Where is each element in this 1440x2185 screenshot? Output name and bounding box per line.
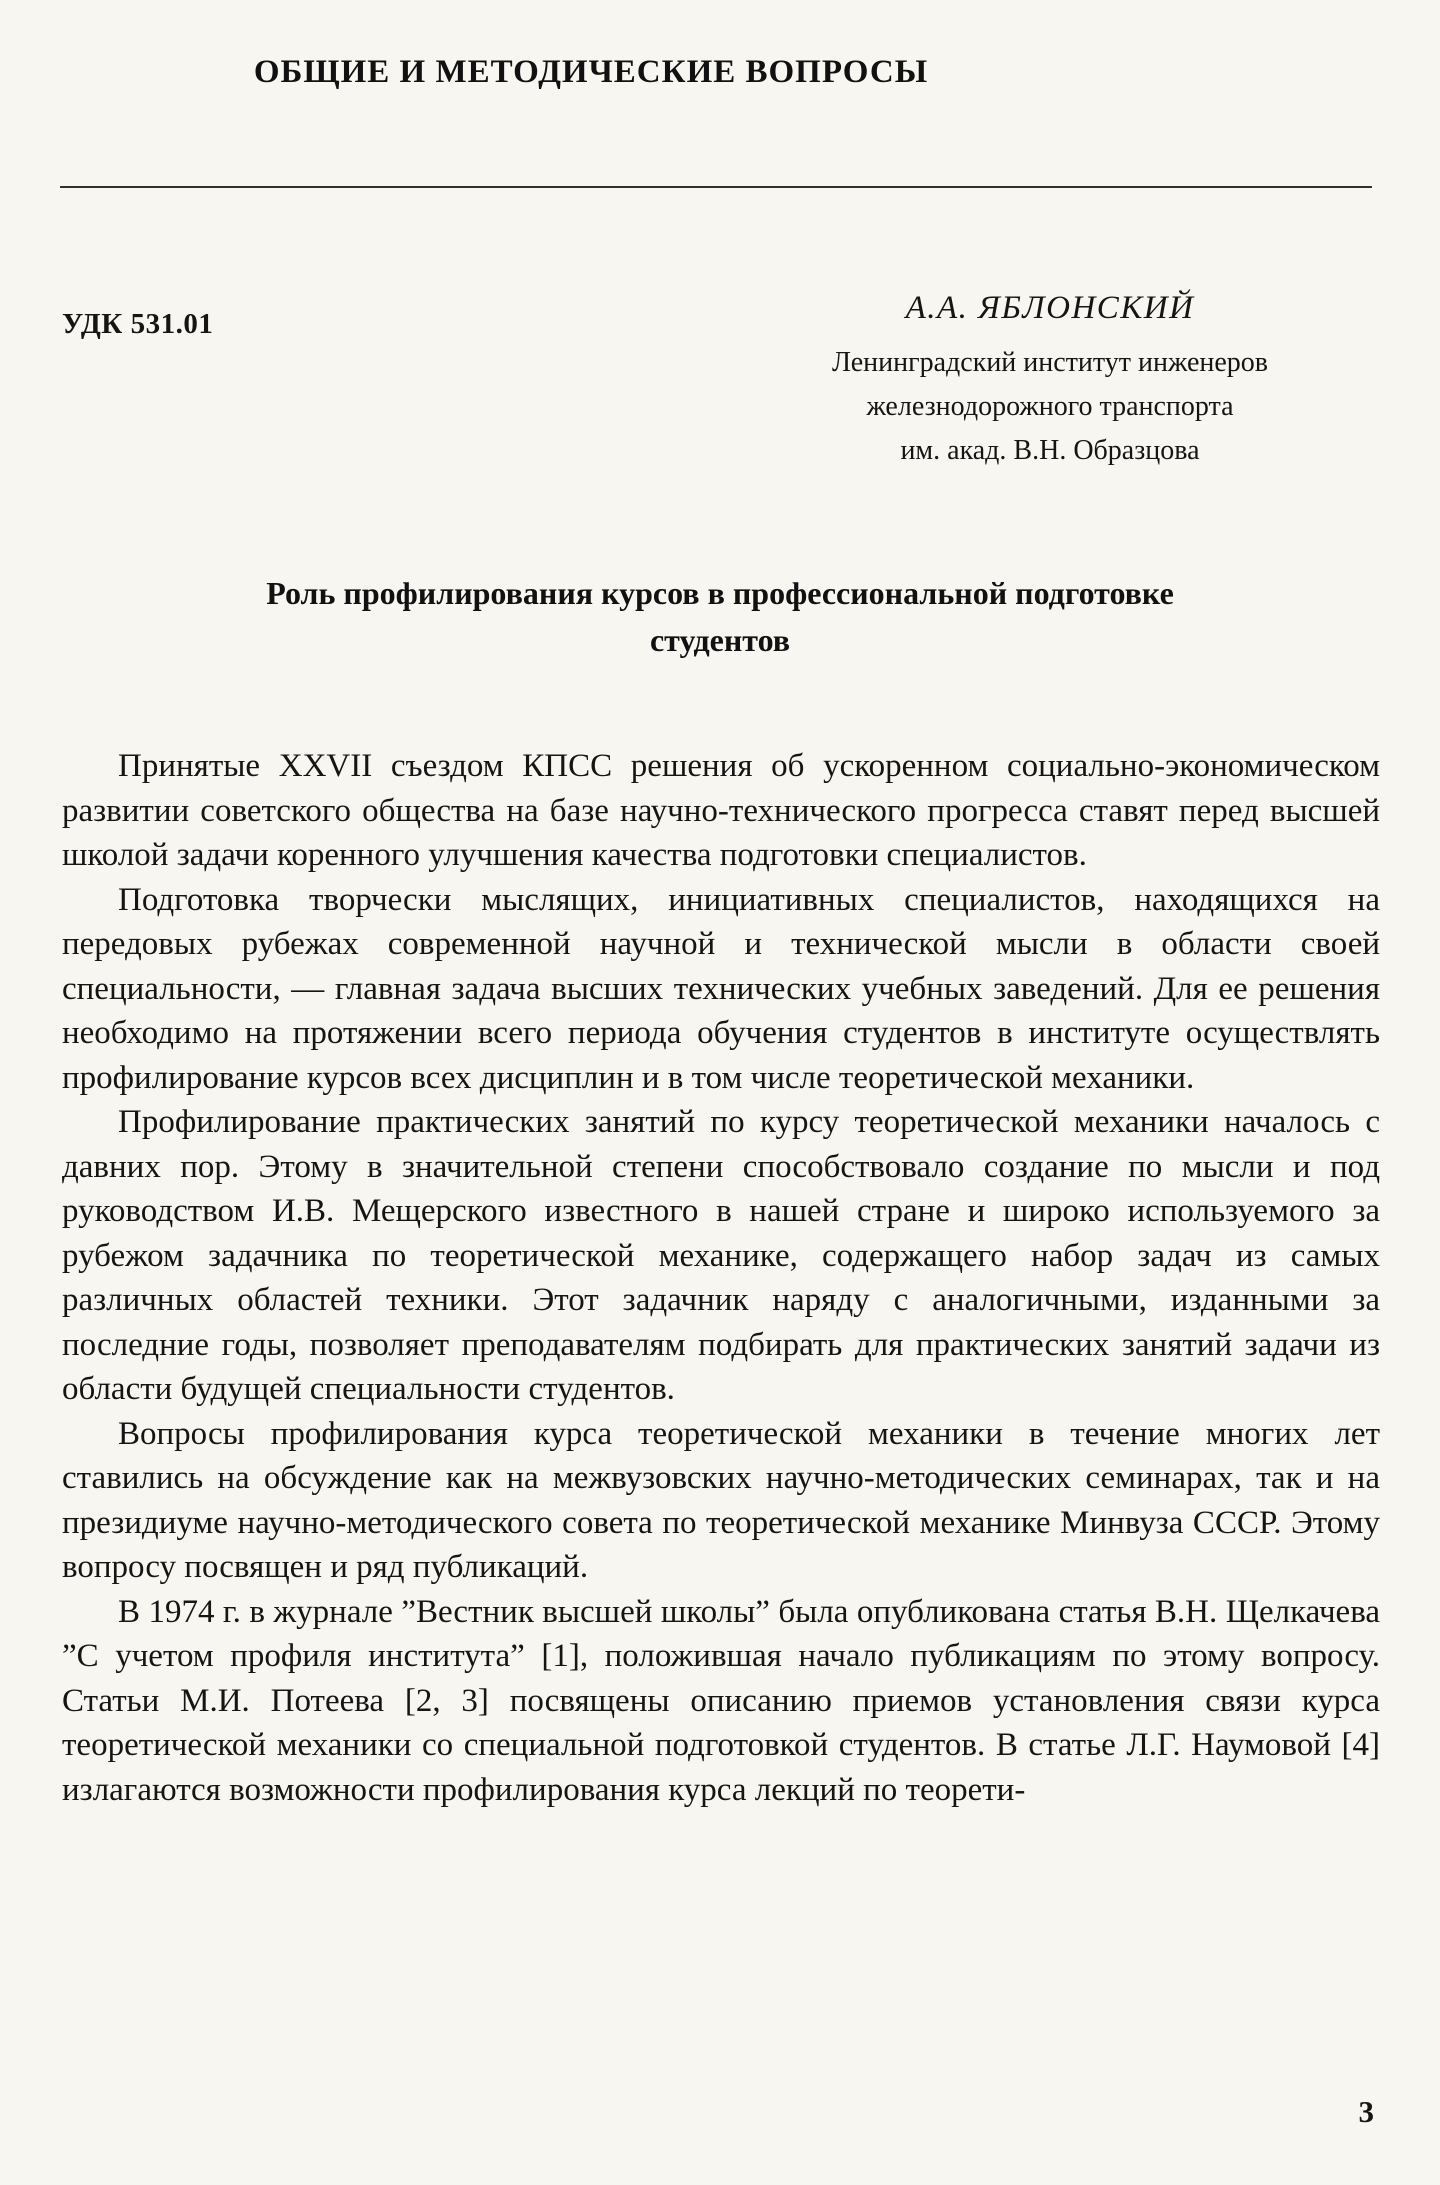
page-number: 3 — [1358, 2094, 1374, 2129]
udk-code: УДК 531.01 — [62, 308, 214, 340]
paragraph-1: Принятые XXVII съездом КПСС решения об ускоренном социально-экономическом развитии советского общества на базе научно-технического прогресса ставят перед высшей школой задачи коренного улучшения качества подготовки специалистов. — [62, 748, 1380, 873]
author-name: А.А. ЯБЛОНСКИЙ — [905, 290, 1195, 326]
affiliation-line: железнодорожного транспорта — [866, 391, 1234, 422]
article-title: Роль профилирования курсов в профессиональной подготовке студентов — [266, 575, 1174, 658]
paragraph-4: Вопросы профилирования курса теоретической механики в течение многих лет ставились на обсуждение как на межвузовских научно-методических семинарах, так и на президиуме научно-методического совета по теоретической механике Минвуза СССР. Этому вопросу посвящен и ряд публикаций. — [62, 1415, 1380, 1585]
affiliation-line: им. акад. В.Н. Образцова — [900, 435, 1200, 466]
paragraph-2: Подготовка творчески мыслящих, инициативных специалистов, находящихся на передовых рубежах современной научной и технической мысли в области своей специальности, — главная задача высших технических учебных заведений. Для ее решения необходимо на протяжении всего периода обучения студентов в институте осуществлять профилирование курсов всех дисциплин и в том числе теоретической механики. — [62, 881, 1380, 1096]
article-body — [62, 744, 1380, 1812]
header-divider — [60, 186, 1372, 188]
affiliation-line: Ленинградский институт инженеров — [831, 347, 1269, 378]
section-header: ОБЩИЕ И МЕТОДИЧЕСКИЕ ВОПРОСЫ — [253, 54, 929, 90]
paragraph-3: Профилирование практических занятий по курсу теоретической механики началось с давних пор. Этому в значительной степени способствовало создание по мысли и под руководством И.В. Мещерского известного в нашей стране и широко используемого за рубежом задачника по теоретической механике, содержащего набор задач из самых различных областей техники. Этот задачник наряду с аналогичными, изданными за последние годы, позволяет преподавателям подбирать для практических занятий задачи из области будущей специальности студентов. — [62, 1104, 1380, 1407]
author-block — [740, 290, 1360, 473]
paragraph-5: В 1974 г. в журнале ”Вестник высшей школы” была опубликована статья В.Н. Щелкачева ”С учетом профиля института” [1], положившая начало публикациям по этому вопросу. Статьи М.И. Потеева [2, 3] посвящены описанию приемов установления связи курса теоретической механики со специальной подготовкой студентов. В статье Л.Г. Наумовой [4] излагаются возможности профилирования курса лекций по теорети- — [62, 1593, 1380, 1808]
